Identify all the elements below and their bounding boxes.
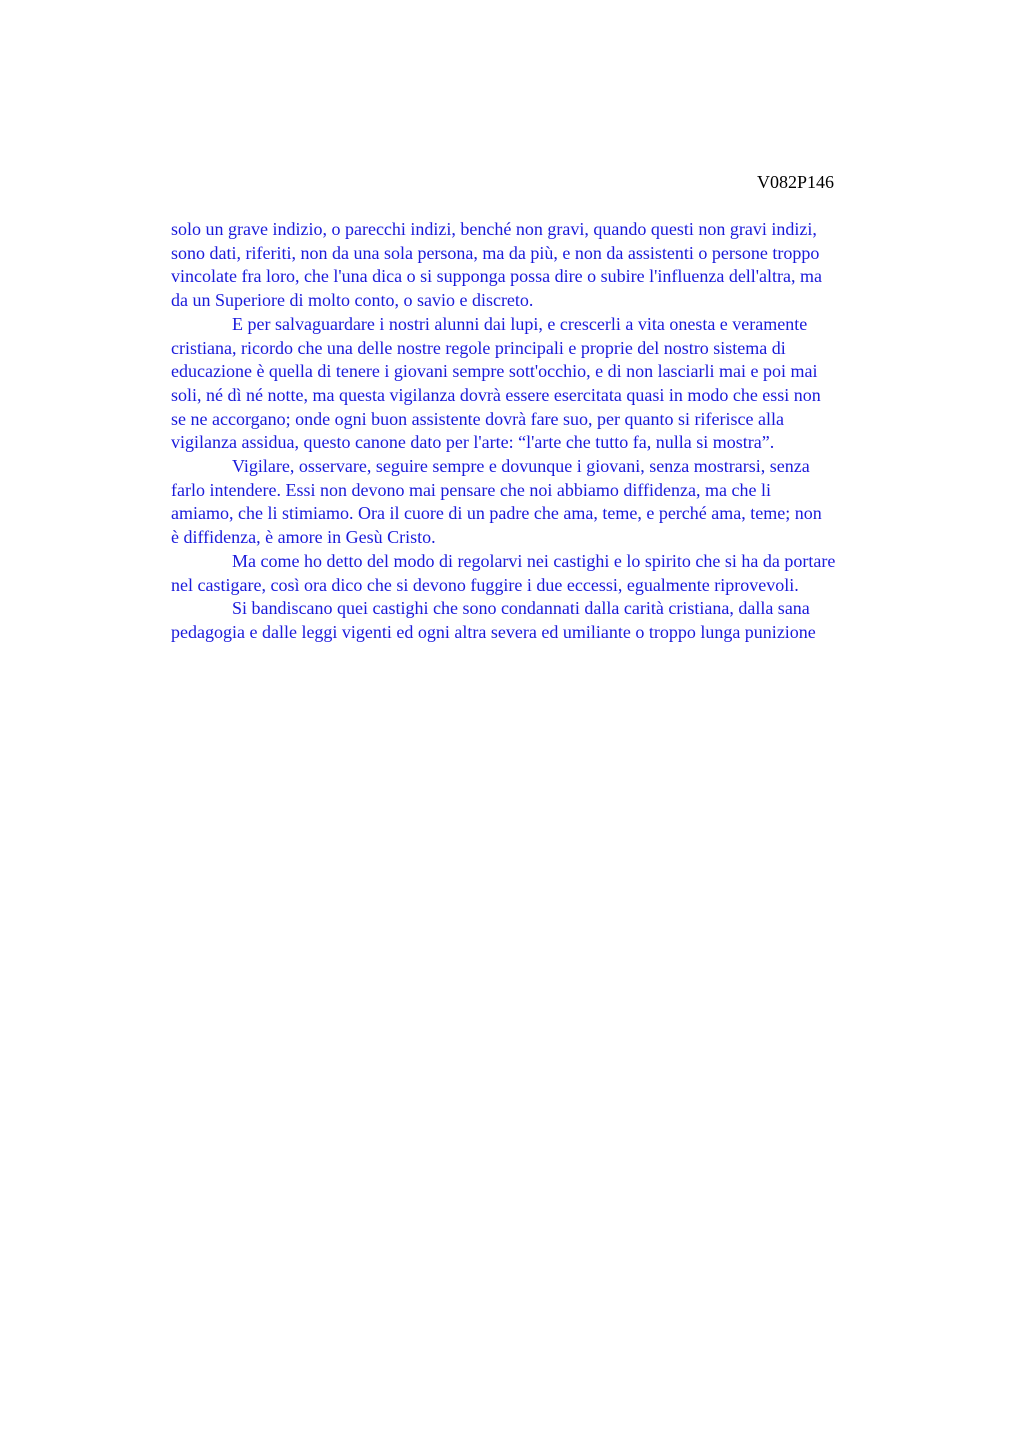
paragraph <box>171 597 939 644</box>
text-line: Si bandiscano quei castighi che sono condannati dalla carità cristiana, dalla sana <box>232 598 810 619</box>
text-line: sono dati, riferiti, non da una sola persona, ma da più, e non da assistenti o persone troppo <box>171 242 820 263</box>
text-line: amiamo, che li stimiamo. Ora il cuore di un padre che ama, teme, e perché ama, teme; non <box>171 503 822 524</box>
text-line: soli, né dì né notte, ma questa vigilanza dovrà essere esercitata quasi in modo che essi non <box>171 384 821 405</box>
text-line: vincolate fra loro, che l'una dica o si supponga possa dire o subire l'influenza dell'altra, ma <box>171 266 823 287</box>
paragraph <box>171 455 939 550</box>
text-line: farlo intendere. Essi non devono mai pensare che noi abbiamo diffidenza, ma che li <box>171 479 771 500</box>
paragraph <box>171 550 939 597</box>
text-line: Vigilare, osservare, seguire sempre e dovunque i giovani, senza mostrarsi, senza <box>232 456 810 477</box>
text-line: solo un grave indizio, o parecchi indizi, benché non gravi, quando questi non gravi indizi, <box>171 219 817 239</box>
text-line: da un Superiore di molto conto, o savio e discreto. <box>171 290 534 311</box>
text-line: pedagogia e dalle leggi vigenti ed ogni altra severa ed umiliante o troppo lunga punizione <box>171 621 816 642</box>
paragraph <box>171 218 939 313</box>
body-text <box>171 218 939 645</box>
text-line: educazione è quella di tenere i giovani sempre sott'occhio, e di non lasciarli mai e poi mai <box>171 361 818 382</box>
text-line: se ne accorgano; onde ogni buon assistente dovrà fare suo, per quanto si riferisce alla <box>171 408 784 429</box>
paragraph <box>171 313 939 455</box>
text-line: E per salvaguardare i nostri alunni dai lupi, e crescerli a vita onesta e veramente <box>232 313 808 334</box>
text-line: Ma come ho detto del modo di regolarvi nei castighi e lo spirito che si ha da portare <box>232 550 836 571</box>
text-line: è diffidenza, è amore in Gesù Cristo. <box>171 527 436 548</box>
text-line: nel castigare, così ora dico che si devono fuggire i due eccessi, egualmente riprovevoli. <box>171 574 799 595</box>
text-line: cristiana, ricordo che una delle nostre regole principali e proprie del nostro sistema di <box>171 337 786 358</box>
page-id-code: V082P146 <box>757 172 835 192</box>
text-line: vigilanza assidua, questo canone dato per l'arte: “l'arte che tutto fa, nulla si mostra”. <box>171 432 775 453</box>
